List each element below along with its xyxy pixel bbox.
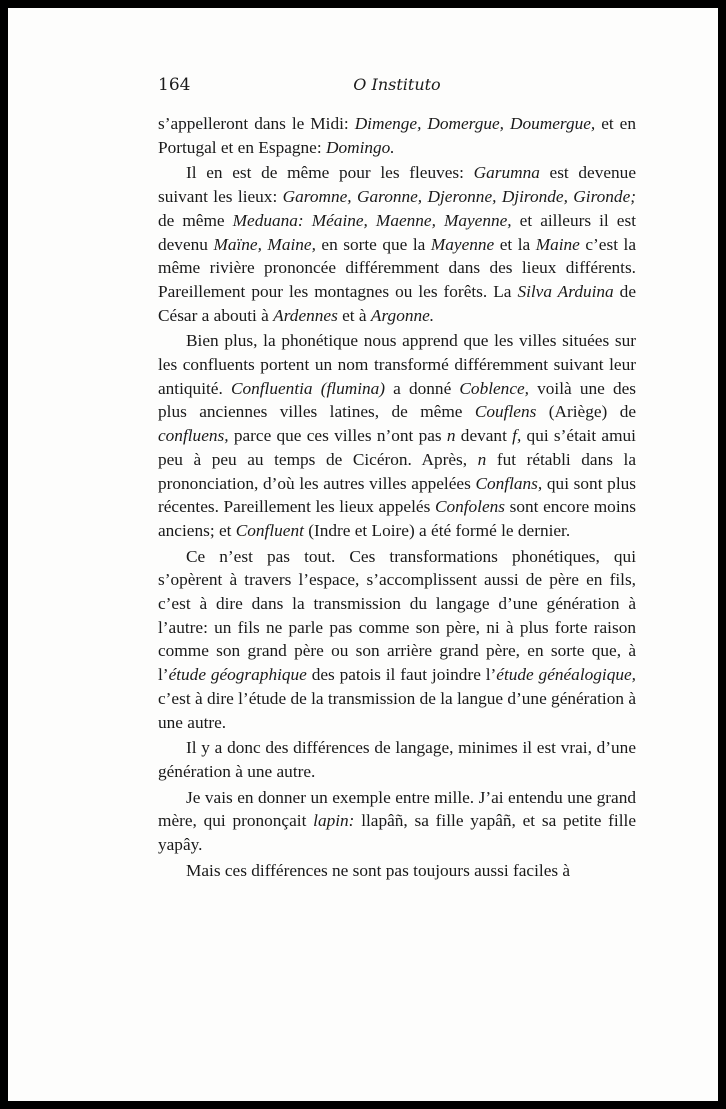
italic-term: f, [512,426,522,446]
text-run: qui sont plus récentes. Pareillement les lieux appelés [158,473,636,517]
paragraph [158,112,636,159]
text-run: sont encore moins anciens; et [158,497,636,540]
paragraph [158,736,636,783]
italic-term: Coblence, [459,378,529,398]
text-run: a donné [385,378,460,398]
text-run: en sorte que la [315,234,431,254]
italic-term: Domingo. [325,137,395,157]
text-run: devant [455,426,513,446]
text-run: de César a abouti à [158,281,636,325]
text-run: (Ariège) de [536,402,637,422]
italic-term: Couflens [474,402,537,422]
text-run: est devenue suivant les lieux: [158,163,636,207]
paragraph [158,329,636,542]
text-run: et en Portugal et en Espagne: [158,114,636,157]
page-number: 164 [158,75,191,95]
text-run: Je vais en donner un exemple entre mille. J’ai entendu une grand mère, qui prononçait [158,787,636,831]
italic-term: Confluentia (flumina) [230,378,386,398]
running-title: O Instituto [353,75,441,94]
italic-term: Confluent [235,520,304,540]
text-run: de même [158,210,233,230]
text-run: Bien plus, la phonétique nous apprend que les villes situées sur les confluents portent un nom transformé différemment suivant leur antiquité. [158,331,636,398]
text-run: et à [337,305,371,325]
text-run: voilà une des plus anciennes villes latines, de même [158,378,636,422]
text-run: des patois il faut joindre l’ [306,665,497,685]
text-run: et la [494,234,536,254]
paragraph [158,786,636,857]
italic-term: étude généalogique, [496,665,636,685]
body-text [158,112,636,883]
text-run: Il y a donc des différences de langage, minimes il est vrai, d’une génération à une autre. [158,738,636,781]
book-page [8,8,718,1101]
italic-term: Maine [535,234,580,254]
italic-term: Dimenge, Domergue, Doumergue, [354,114,596,133]
italic-term: Meduana: Méaine, Maenne, Mayenne, [232,210,512,230]
italic-term: Argonne. [370,305,435,325]
page-header [158,75,636,99]
italic-term: n [446,426,456,446]
paragraph [158,859,636,883]
italic-term: Mayenne [430,234,495,254]
italic-term: Silva Arduina [517,281,614,301]
italic-term: Confolens [434,497,506,517]
text-run: Il en est de même pour les fleuves: [186,163,474,183]
text-run: c’est à dire l’étude de la transmission de la langue d’une génération à une autre. [158,688,636,732]
text-run: Ce n’est pas tout. Ces transformations phonétiques, qui s’opèrent à travers l’espace, s’accomplissent aussi de père en fils, c’est à dire dans la transmission du langage d’une génération à l’autre: un fils ne parle pas comme son père, ni à plus forte raison comme son grand père ou son arrière grand père, en sorte que, à l’ [158,546,636,685]
text-run: s’appelleront dans le Midi: [158,114,355,133]
text-run: (Indre et Loire) a été formé le dernier. [303,520,571,540]
text-run: parce que ces villes n’ont pas [228,426,447,446]
paragraph [158,161,636,327]
italic-term: lapin: [313,811,355,831]
italic-term: Maïne, Maine, [213,234,316,254]
text-run: fut rétabli dans la prononciation, d’où les autres villes appelées [158,449,636,493]
italic-term: Garomne, Garonne, Djeronne, Djironde, Gironde; [282,187,636,207]
italic-term: étude géographique [168,665,307,685]
paragraph [158,545,636,735]
italic-term: Garumna [473,163,540,183]
text-run: c’est la même rivière prononcée différemment dans des lieux différents. Pareillement pour les montagnes ou les forêts. La [158,234,636,301]
italic-term: Ardennes [273,305,338,325]
italic-term: confluens, [158,426,229,446]
italic-term: n [477,449,487,469]
text-run: et ailleurs il est devenu [158,210,636,254]
text-run: qui s’était amui peu à peu au temps de Cicéron. Après, [158,426,636,469]
text-run: llapâñ, sa fille yapâñ, et sa petite fille yapây. [158,811,636,855]
text-run: Mais ces différences ne sont pas toujours aussi faciles à [186,860,571,880]
italic-term: Conflans, [475,473,543,493]
